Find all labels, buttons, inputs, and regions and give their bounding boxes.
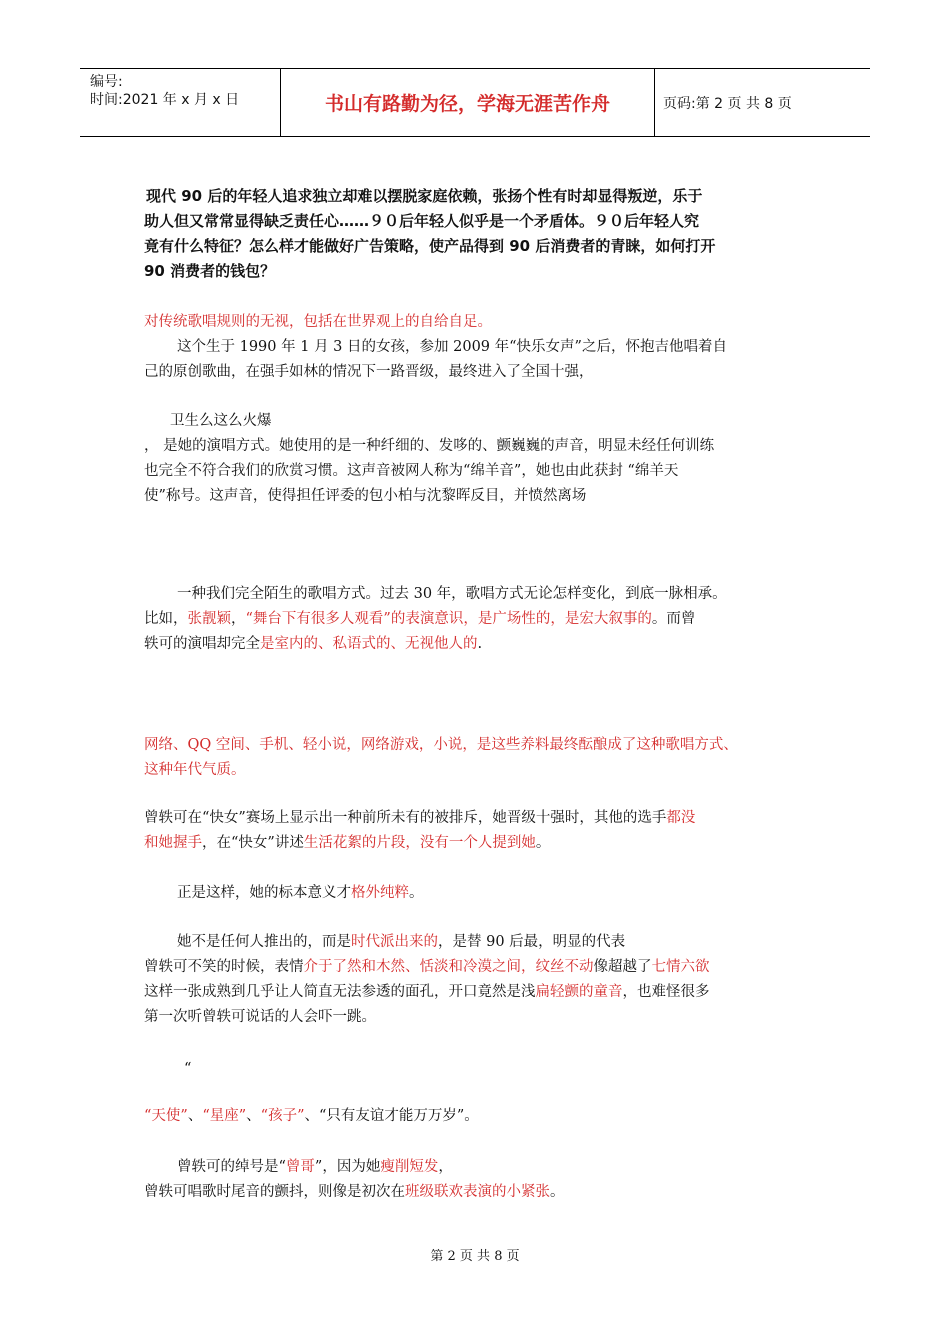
paragraph-line: 一种我们完全陌生的歌唱方式。过去 30 年，歌唱方式无论怎样变化，到底一脉相承。 [177,586,727,602]
paragraph-7 [144,1155,814,1205]
paragraph-line: 和她握手，在“快女”讲述生活花絮的片段，没有一个人提到她。 [144,835,551,851]
paragraph-5: 正是这样，她的标本意义才格外纯粹。 [177,885,424,901]
page-header [80,68,870,137]
intro-line: 竟有什么特征？怎么样才能做好广告策略，使产品得到 90 后消费者的青睐，如何打开 [144,237,716,255]
highlight: 七情六欲 [651,959,710,975]
paragraph-line: 曾轶可不笑的时候，表情介于了然和木然、恬淡和冷漠之间，纹丝不动像超越了七情六欲 [144,959,710,975]
highlight: 都没 [666,810,696,826]
paragraph-line: 第一次听曾轶可说话的人会吓一跳。 [144,1009,376,1025]
paragraph-line: 这个生于 1990 年 1 月 3 日的女孩，参加 2009 年“快乐女声”之后，怀抱吉他唱着自 [177,339,727,355]
paragraph-line: 轶可的演唱却完全是室内的、私语式的、无视他人的. [144,636,483,652]
paragraph-line: 也完全不符合我们的欣赏习惯。这声音被网人称为“绵羊音”，她也由此获封 “绵羊天 [144,463,679,479]
highlight: 瘦削短发 [380,1159,439,1175]
header-page-info: 页码:第 2 页 共 8 页 [663,95,792,112]
paragraph-title: 卫生么这么火爆 [170,413,272,429]
section-heading-2 [144,733,814,783]
highlight: 张靓颖 [187,611,231,627]
highlight: 介于了然和木然、恬淡和冷漠之间，纹丝不动 [303,959,594,975]
paragraph-line: 这种年代气质。 [144,762,246,778]
paragraph-line: 这样一张成熟到几乎让人简直无法参透的面孔，开口竟然是浅扁轻颤的童音，也难怪很多 [144,984,710,1000]
quote-mark: “ [184,1061,192,1077]
highlight: “舞台下有很多人观看”的表演意识，是广场性的，是宏大叙事的 [245,611,652,627]
paragraph-line: 曾轶可唱歌时尾音的颤抖，则像是初次在班级联欢表演的小紧张。 [144,1184,565,1200]
paragraph-line: ， 是她的演唱方式。她使用的是一种纤细的、发哆的、颤巍巍的声音，明显未经任何训练 [144,438,715,454]
nickname-list: “天使”、“星座”、“孩子”、“只有友谊才能万万岁”。 [144,1108,479,1124]
intro-line: 现代 90 后的年轻人追求独立却难以摆脱家庭依赖，张扬个性有时却显得叛逆，乐于 [146,187,703,205]
header-meta [80,69,281,136]
paragraph-3 [144,582,814,657]
paragraph-line: 比如，张靓颖，“舞台下有很多人观看”的表演意识，是广场性的，是宏大叙事的。而曾 [144,611,696,627]
paragraph-4 [144,806,814,856]
paragraph-line: 己的原创歌曲，在强手如林的情况下一路晋级，最终进入了全国十强， [144,364,594,380]
document-date: 时间:2021 年 x 月 x 日 [90,92,240,108]
section-heading-1: 对传统歌唱规则的无视，包括在世界观上的自给自足。 [144,314,492,330]
paragraph-line: 她不是任何人推出的，而是时代派出来的，是替 90 后最，明显的代表 [177,934,626,950]
intro-line: 90 消费者的钱包？ [144,262,276,280]
paragraph-line: 网络、QQ 空间、手机、轻小说，网络游戏，小说，是这些养料最终酝酿成了这种歌唱方式、 [144,737,738,753]
highlight: 曾哥 [285,1159,315,1175]
highlight: 格外纯粹 [351,885,409,901]
highlight: 班级联欢表演的小紧张 [405,1184,550,1200]
page-footer: 第 2 页 共 8 页 [430,1249,520,1264]
paragraph-line: 使”称号。这声音，使得担任评委的包小柏与沈黎晖反目，并愤然离场 [144,488,587,504]
paragraph-2 [144,409,814,509]
highlight: 生活花絮的片段，没有一个人提到她 [303,835,536,851]
paragraph-1 [144,335,814,385]
highlight: 时代派出来的 [351,934,438,950]
paragraph-line: 曾轶可在“快女”赛场上显示出一种前所未有的被排斥，她晋级十强时，其他的选手都没 [144,810,696,826]
paragraph-line: 曾轶可的绰号是“曾哥”，因为她瘦削短发， [177,1159,453,1175]
header-motto: 书山有路勤为径，学海无涯苦作舟 [281,69,655,136]
intro-paragraph [144,184,814,284]
highlight: 和她握手 [144,835,202,851]
highlight: 扁轻颤的童音 [535,984,623,1000]
paragraph-6 [144,930,814,1030]
intro-line: 助人但又常常显得缺乏责任心……９０后年轻人似乎是一个矛盾体。９０后年轻人究 [144,212,700,230]
highlight: 是室内的、私语式的、无视他人的 [260,636,478,652]
document-number: 编号: [90,74,123,90]
